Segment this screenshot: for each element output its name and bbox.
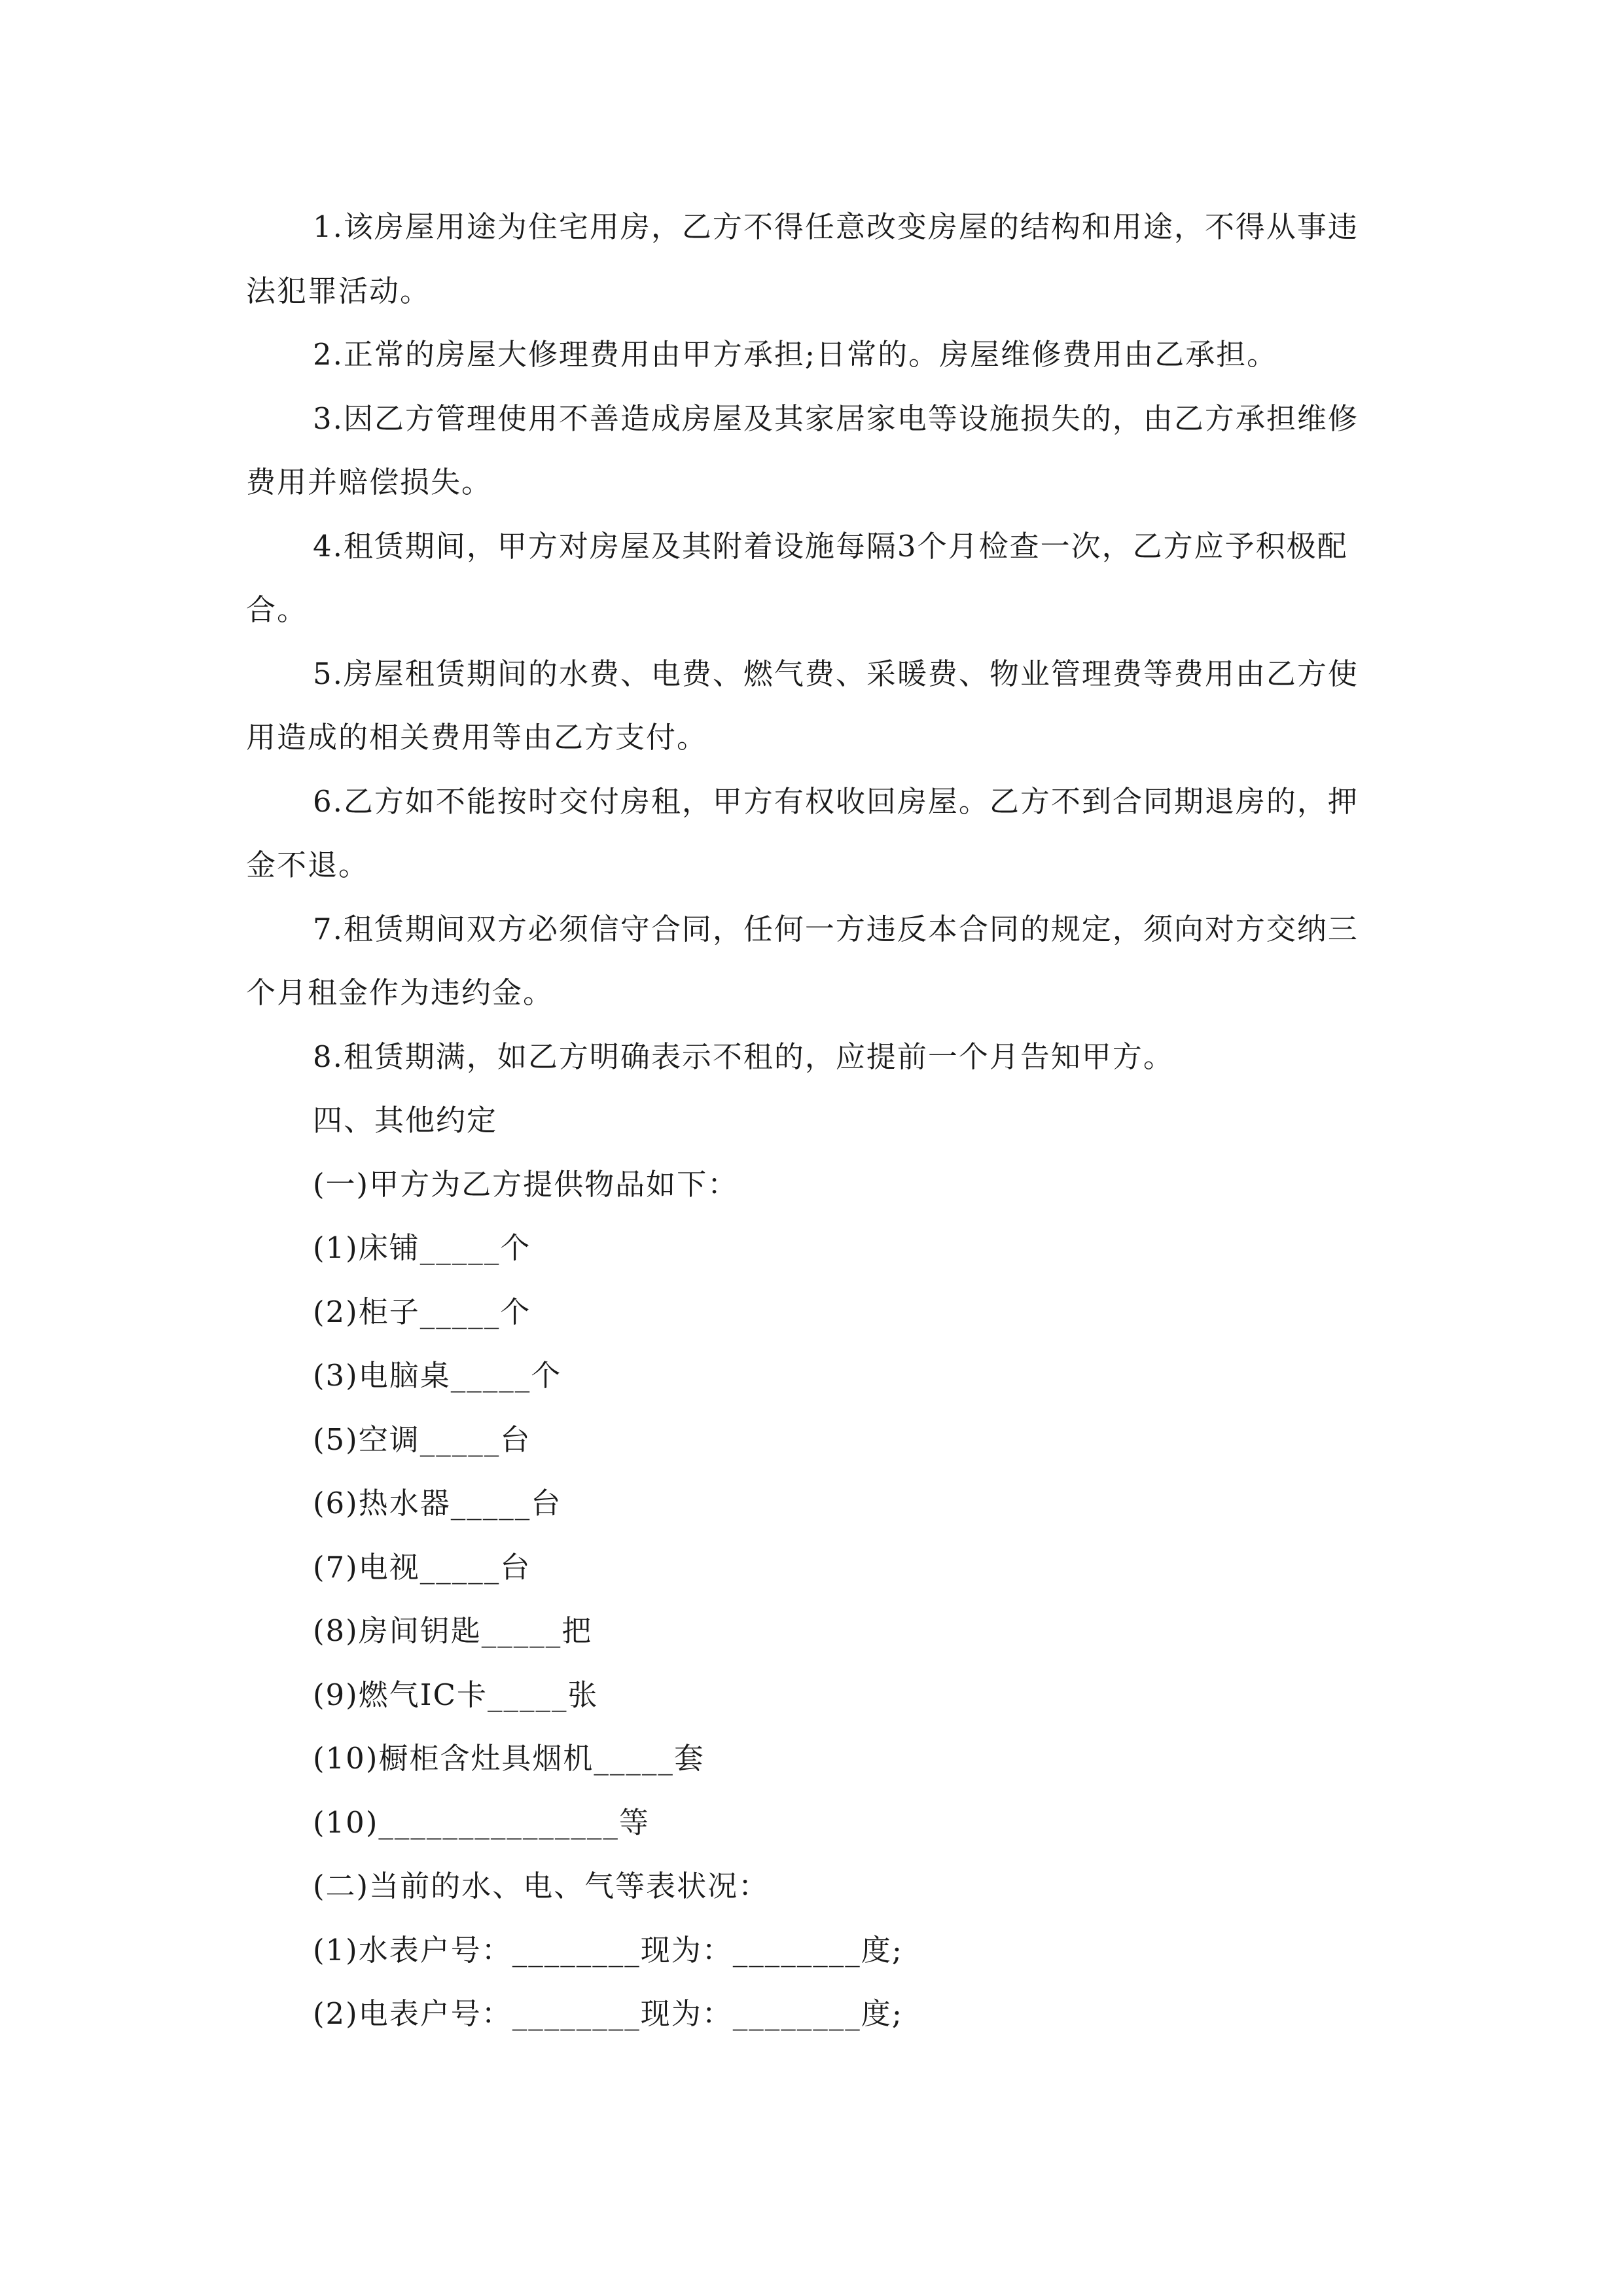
clause-4: 4.租赁期间，甲方对房屋及其附着设施每隔3个月检查一次，乙方应予积极配合。 — [246, 528, 1348, 627]
clause-6: 6.乙方如不能按时交付房租，甲方有权收回房屋。乙方不到合同期退房的，押金不退。 — [246, 783, 1359, 882]
section-heading-other-agreements: 四、其他约定 — [313, 1103, 498, 1138]
item-cabinet: (2)柜子_____个 — [313, 1294, 531, 1329]
item-kitchen-cabinet: (10)橱柜含灶具烟机_____套 — [313, 1741, 705, 1776]
document-body — [246, 195, 1378, 2046]
meter-water: (1)水表户号：________现为：________度; — [313, 1932, 903, 1967]
item-bed: (1)床铺_____个 — [313, 1230, 531, 1265]
item-water-heater: (6)热水器_____台 — [313, 1486, 562, 1520]
meter-electricity: (2)电表户号：________现为：________度; — [313, 1996, 903, 2031]
item-air-conditioner: (5)空调_____台 — [313, 1422, 531, 1457]
clause-8: 8.租赁期满，如乙方明确表示不租的，应提前一个月告知甲方。 — [313, 1039, 1174, 1074]
clause-1: 1.该房屋用途为住宅用房，乙方不得任意改变房屋的结构和用途，不得从事违法犯罪活动。 — [246, 209, 1359, 308]
clause-7: 7.租赁期间双方必须信守合同，任何一方违反本合同的规定，须向对方交纳三个月租金作为违约金。 — [246, 911, 1359, 1010]
item-other: (10)_______________等 — [313, 1804, 650, 1840]
item-television: (7)电视_____台 — [313, 1549, 531, 1585]
item-room-keys: (8)房间钥匙_____把 — [313, 1613, 593, 1648]
clause-3: 3.因乙方管理使用不善造成房屋及其家居家电等设施损失的，由乙方承担维修费用并赔偿损失。 — [246, 401, 1359, 499]
item-gas-ic-card: (9)燃气IC卡_____张 — [313, 1677, 599, 1712]
item-computer-desk: (3)电脑桌_____个 — [313, 1358, 562, 1393]
clause-5: 5.房屋租赁期间的水费、电费、燃气费、采暖费、物业管理费等费用由乙方使用造成的相关费用等由乙方支付。 — [246, 656, 1359, 755]
clause-2: 2.正常的房屋大修理费用由甲方承担;日常的。房屋维修费用由乙承担。 — [313, 337, 1278, 372]
subsection-meter-status: (二)当前的水、电、气等表状况： — [313, 1869, 770, 1903]
subsection-items-provided: (一)甲方为乙方提供物品如下： — [313, 1166, 739, 1202]
